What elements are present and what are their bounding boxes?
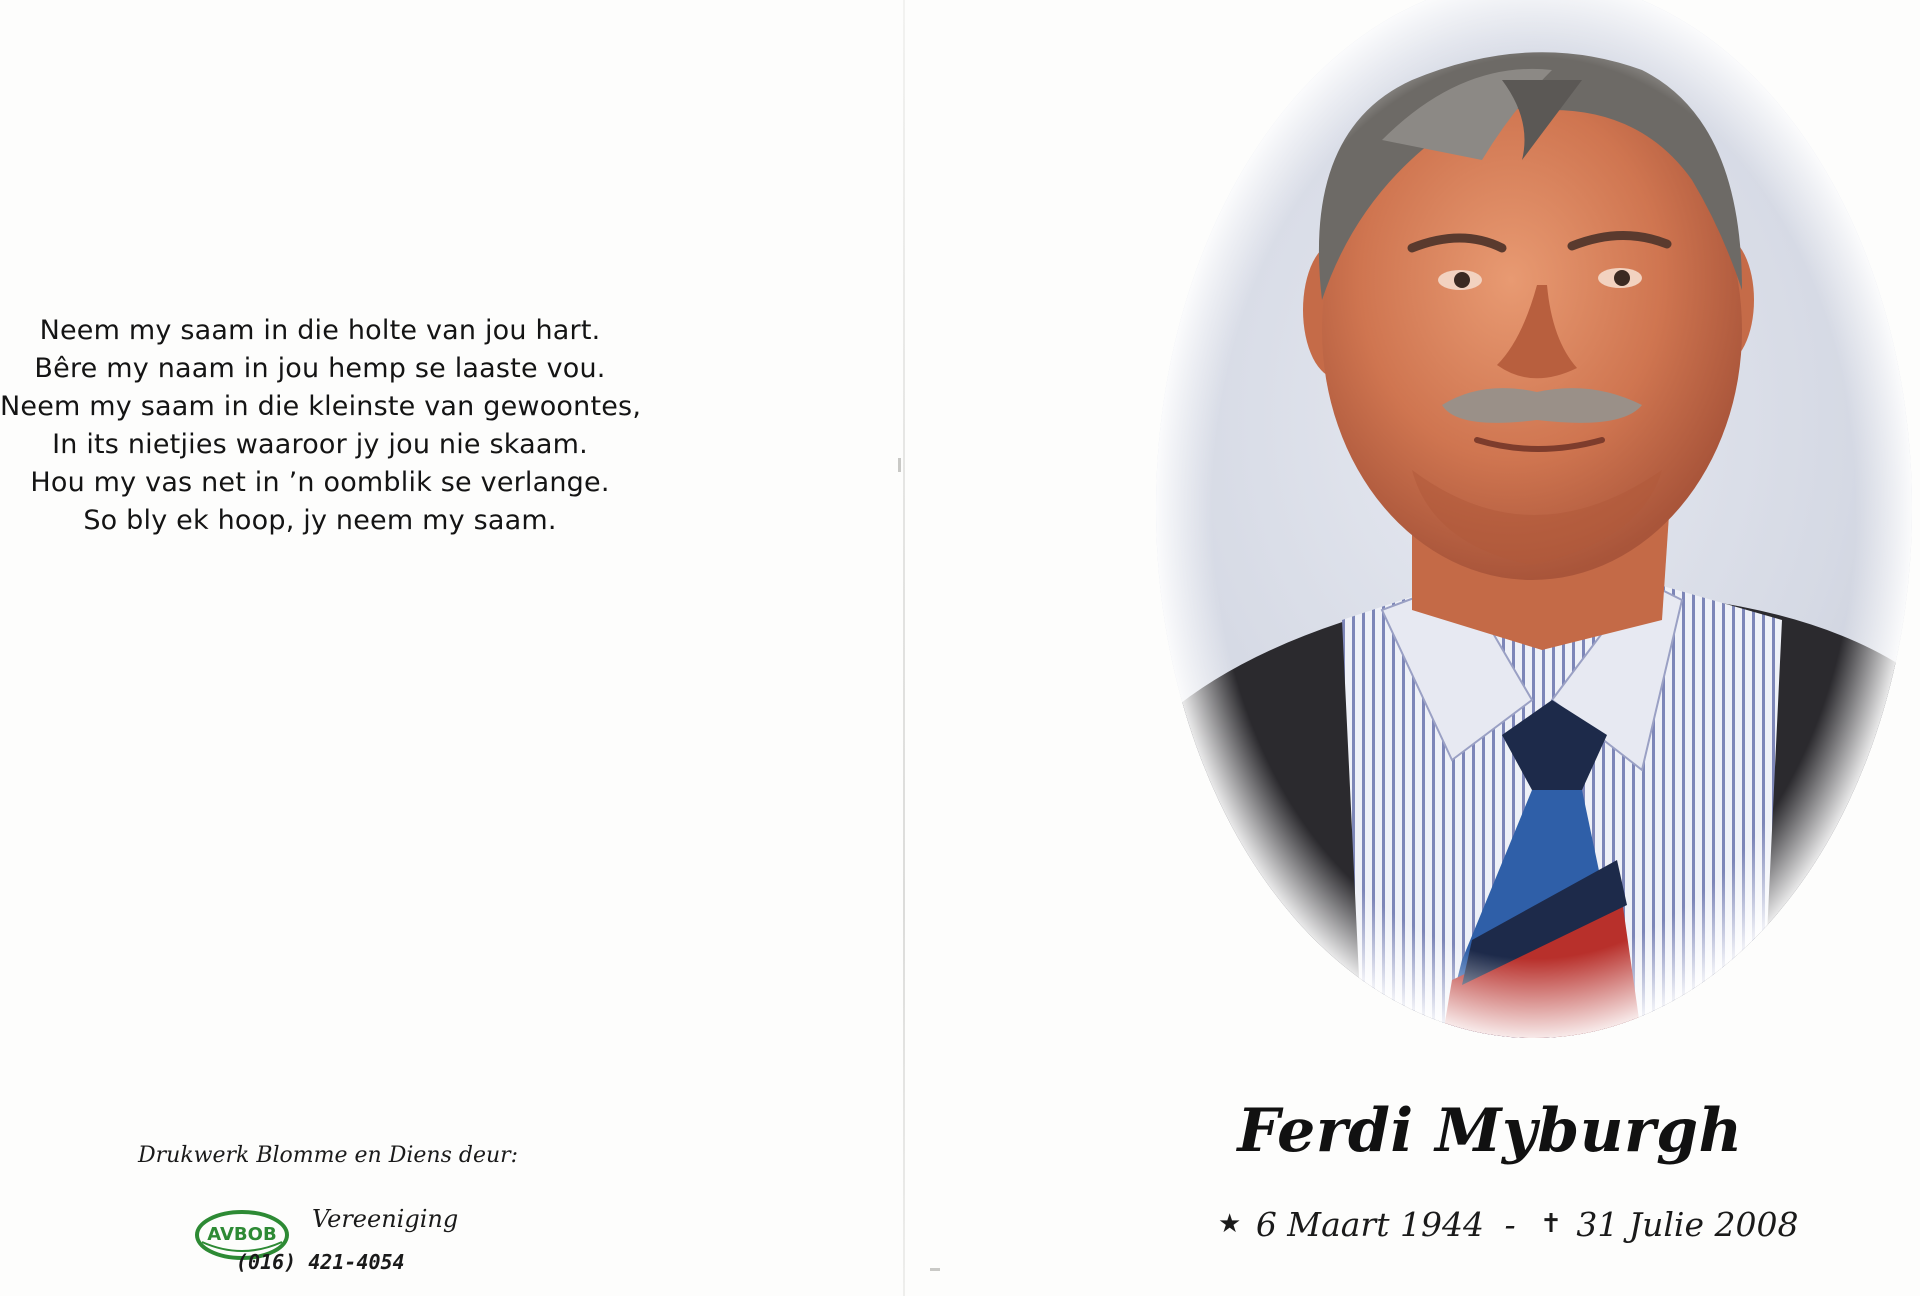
fold-line xyxy=(903,0,905,1296)
scan-speck xyxy=(930,1268,940,1271)
cross-icon: ✝ xyxy=(1540,1209,1562,1239)
branch-name: Vereeniging xyxy=(312,1205,459,1233)
poem-line: In its nietjies waaroor jy jou nie skaam. xyxy=(52,429,588,460)
portrait-photo xyxy=(1082,0,1920,1040)
death-date: 31 Julie 2008 xyxy=(1576,1204,1799,1244)
poem-line: Bêre my naam in jou hemp se laaste vou. xyxy=(34,353,606,384)
poem-line: So bly ek hoop, jy neem my saam. xyxy=(83,505,557,536)
man-portrait-icon xyxy=(1082,0,1920,1040)
avbob-logo-text: AVBOB xyxy=(207,1224,277,1245)
scan-speck xyxy=(898,458,901,472)
poem-line: Neem my saam in die kleinste van gewoontes, xyxy=(0,391,642,422)
printer-credit: Drukwerk Blomme en Diens deur: xyxy=(138,1143,519,1168)
deceased-name: Ferdi Myburgh xyxy=(1237,1096,1743,1166)
life-dates xyxy=(1218,1202,1918,1244)
poem xyxy=(0,312,640,540)
star-icon: ★ xyxy=(1218,1209,1242,1239)
birth-date: 6 Maart 1944 xyxy=(1255,1204,1484,1244)
date-separator: - xyxy=(1504,1204,1516,1244)
poem-line: Hou my vas net in ’n oomblik se verlange. xyxy=(30,467,610,498)
phone-number: (016) 421-4054 xyxy=(236,1250,405,1274)
poem-line: Neem my saam in die holte van jou hart. xyxy=(39,315,601,346)
